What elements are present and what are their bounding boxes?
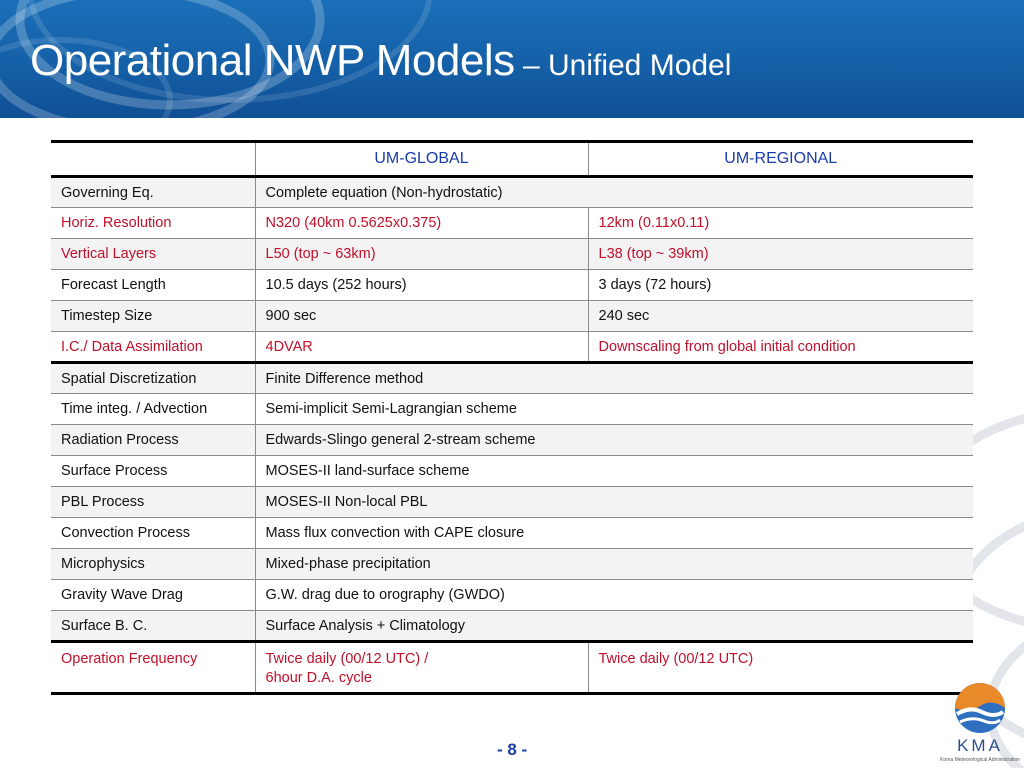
kma-emblem-icon — [940, 678, 1020, 736]
slide-title — [30, 36, 731, 86]
row-label: Microphysics — [51, 549, 255, 580]
kma-logo — [940, 678, 1020, 766]
table-row — [51, 642, 973, 694]
row-label: Forecast Length — [51, 270, 255, 301]
table-row — [51, 270, 973, 301]
row-label: Spatial Discretization — [51, 363, 255, 394]
row-shared-value: MOSES-II land-surface scheme — [255, 456, 973, 487]
row-global-value: 900 sec — [255, 301, 588, 332]
row-shared-value: Complete equation (Non-hydrostatic) — [255, 177, 973, 208]
row-label: Timestep Size — [51, 301, 255, 332]
row-shared-value: Edwards-Slingo general 2-stream scheme — [255, 425, 973, 456]
row-regional-value: 12km (0.11x0.11) — [588, 208, 973, 239]
kma-logo-text: KMA — [957, 736, 1003, 755]
table-row — [51, 456, 973, 487]
row-regional-value: 3 days (72 hours) — [588, 270, 973, 301]
row-shared-value: Semi-implicit Semi-Lagrangian scheme — [255, 394, 973, 425]
table-row — [51, 239, 973, 270]
row-regional-value: L38 (top ~ 39km) — [588, 239, 973, 270]
row-label: Gravity Wave Drag — [51, 580, 255, 611]
row-label: Horiz. Resolution — [51, 208, 255, 239]
row-shared-value: MOSES-II Non-local PBL — [255, 487, 973, 518]
table-row — [51, 425, 973, 456]
row-label: I.C./ Data Assimilation — [51, 332, 255, 363]
title-bar — [0, 0, 1024, 118]
title-main: Operational NWP Models — [30, 36, 515, 85]
row-shared-value: Mixed-phase precipitation — [255, 549, 973, 580]
row-label: Convection Process — [51, 518, 255, 549]
table-row — [51, 363, 973, 394]
row-regional-value: Twice daily (00/12 UTC) — [588, 642, 973, 694]
header-cell-empty — [51, 142, 255, 177]
page-number: - 8 - — [497, 740, 528, 759]
global-value-line2: 6hour D.A. cycle — [265, 670, 372, 686]
table-row — [51, 611, 973, 642]
row-label: Governing Eq. — [51, 177, 255, 208]
global-value-line1: Twice daily (00/12 UTC) / — [265, 651, 429, 667]
row-shared-value: Finite Difference method — [255, 363, 973, 394]
row-global-value: 10.5 days (252 hours) — [255, 270, 588, 301]
table-row — [51, 549, 973, 580]
row-regional-value: 240 sec — [588, 301, 973, 332]
table-row — [51, 332, 973, 363]
table-row — [51, 394, 973, 425]
table-row — [51, 518, 973, 549]
header-um-regional: UM-REGIONAL — [588, 142, 973, 177]
row-shared-value: Mass flux convection with CAPE closure — [255, 518, 973, 549]
table-row — [51, 580, 973, 611]
title-sub: – Unified Model — [514, 49, 732, 82]
row-label: Surface B. C. — [51, 611, 255, 642]
row-label: Vertical Layers — [51, 239, 255, 270]
row-global-value: 4DVAR — [255, 332, 588, 363]
row-label: Time integ. / Advection — [51, 394, 255, 425]
table-row — [51, 208, 973, 239]
row-regional-value: Downscaling from global initial condition — [588, 332, 973, 363]
table-row — [51, 177, 973, 208]
row-global-value — [255, 642, 588, 694]
table-row — [51, 487, 973, 518]
row-shared-value: Surface Analysis + Climatology — [255, 611, 973, 642]
header-um-global: UM-GLOBAL — [255, 142, 588, 177]
table-header-row — [51, 142, 973, 177]
row-shared-value: G.W. drag due to orography (GWDO) — [255, 580, 973, 611]
row-label: Operation Frequency — [51, 642, 255, 694]
row-label: Radiation Process — [51, 425, 255, 456]
row-global-value: L50 (top ~ 63km) — [255, 239, 588, 270]
kma-org-name: Korea Meteorological Administration — [940, 757, 1021, 763]
model-spec-table — [51, 140, 973, 695]
row-label: PBL Process — [51, 487, 255, 518]
row-label: Surface Process — [51, 456, 255, 487]
table-row — [51, 301, 973, 332]
row-global-value: N320 (40km 0.5625x0.375) — [255, 208, 588, 239]
